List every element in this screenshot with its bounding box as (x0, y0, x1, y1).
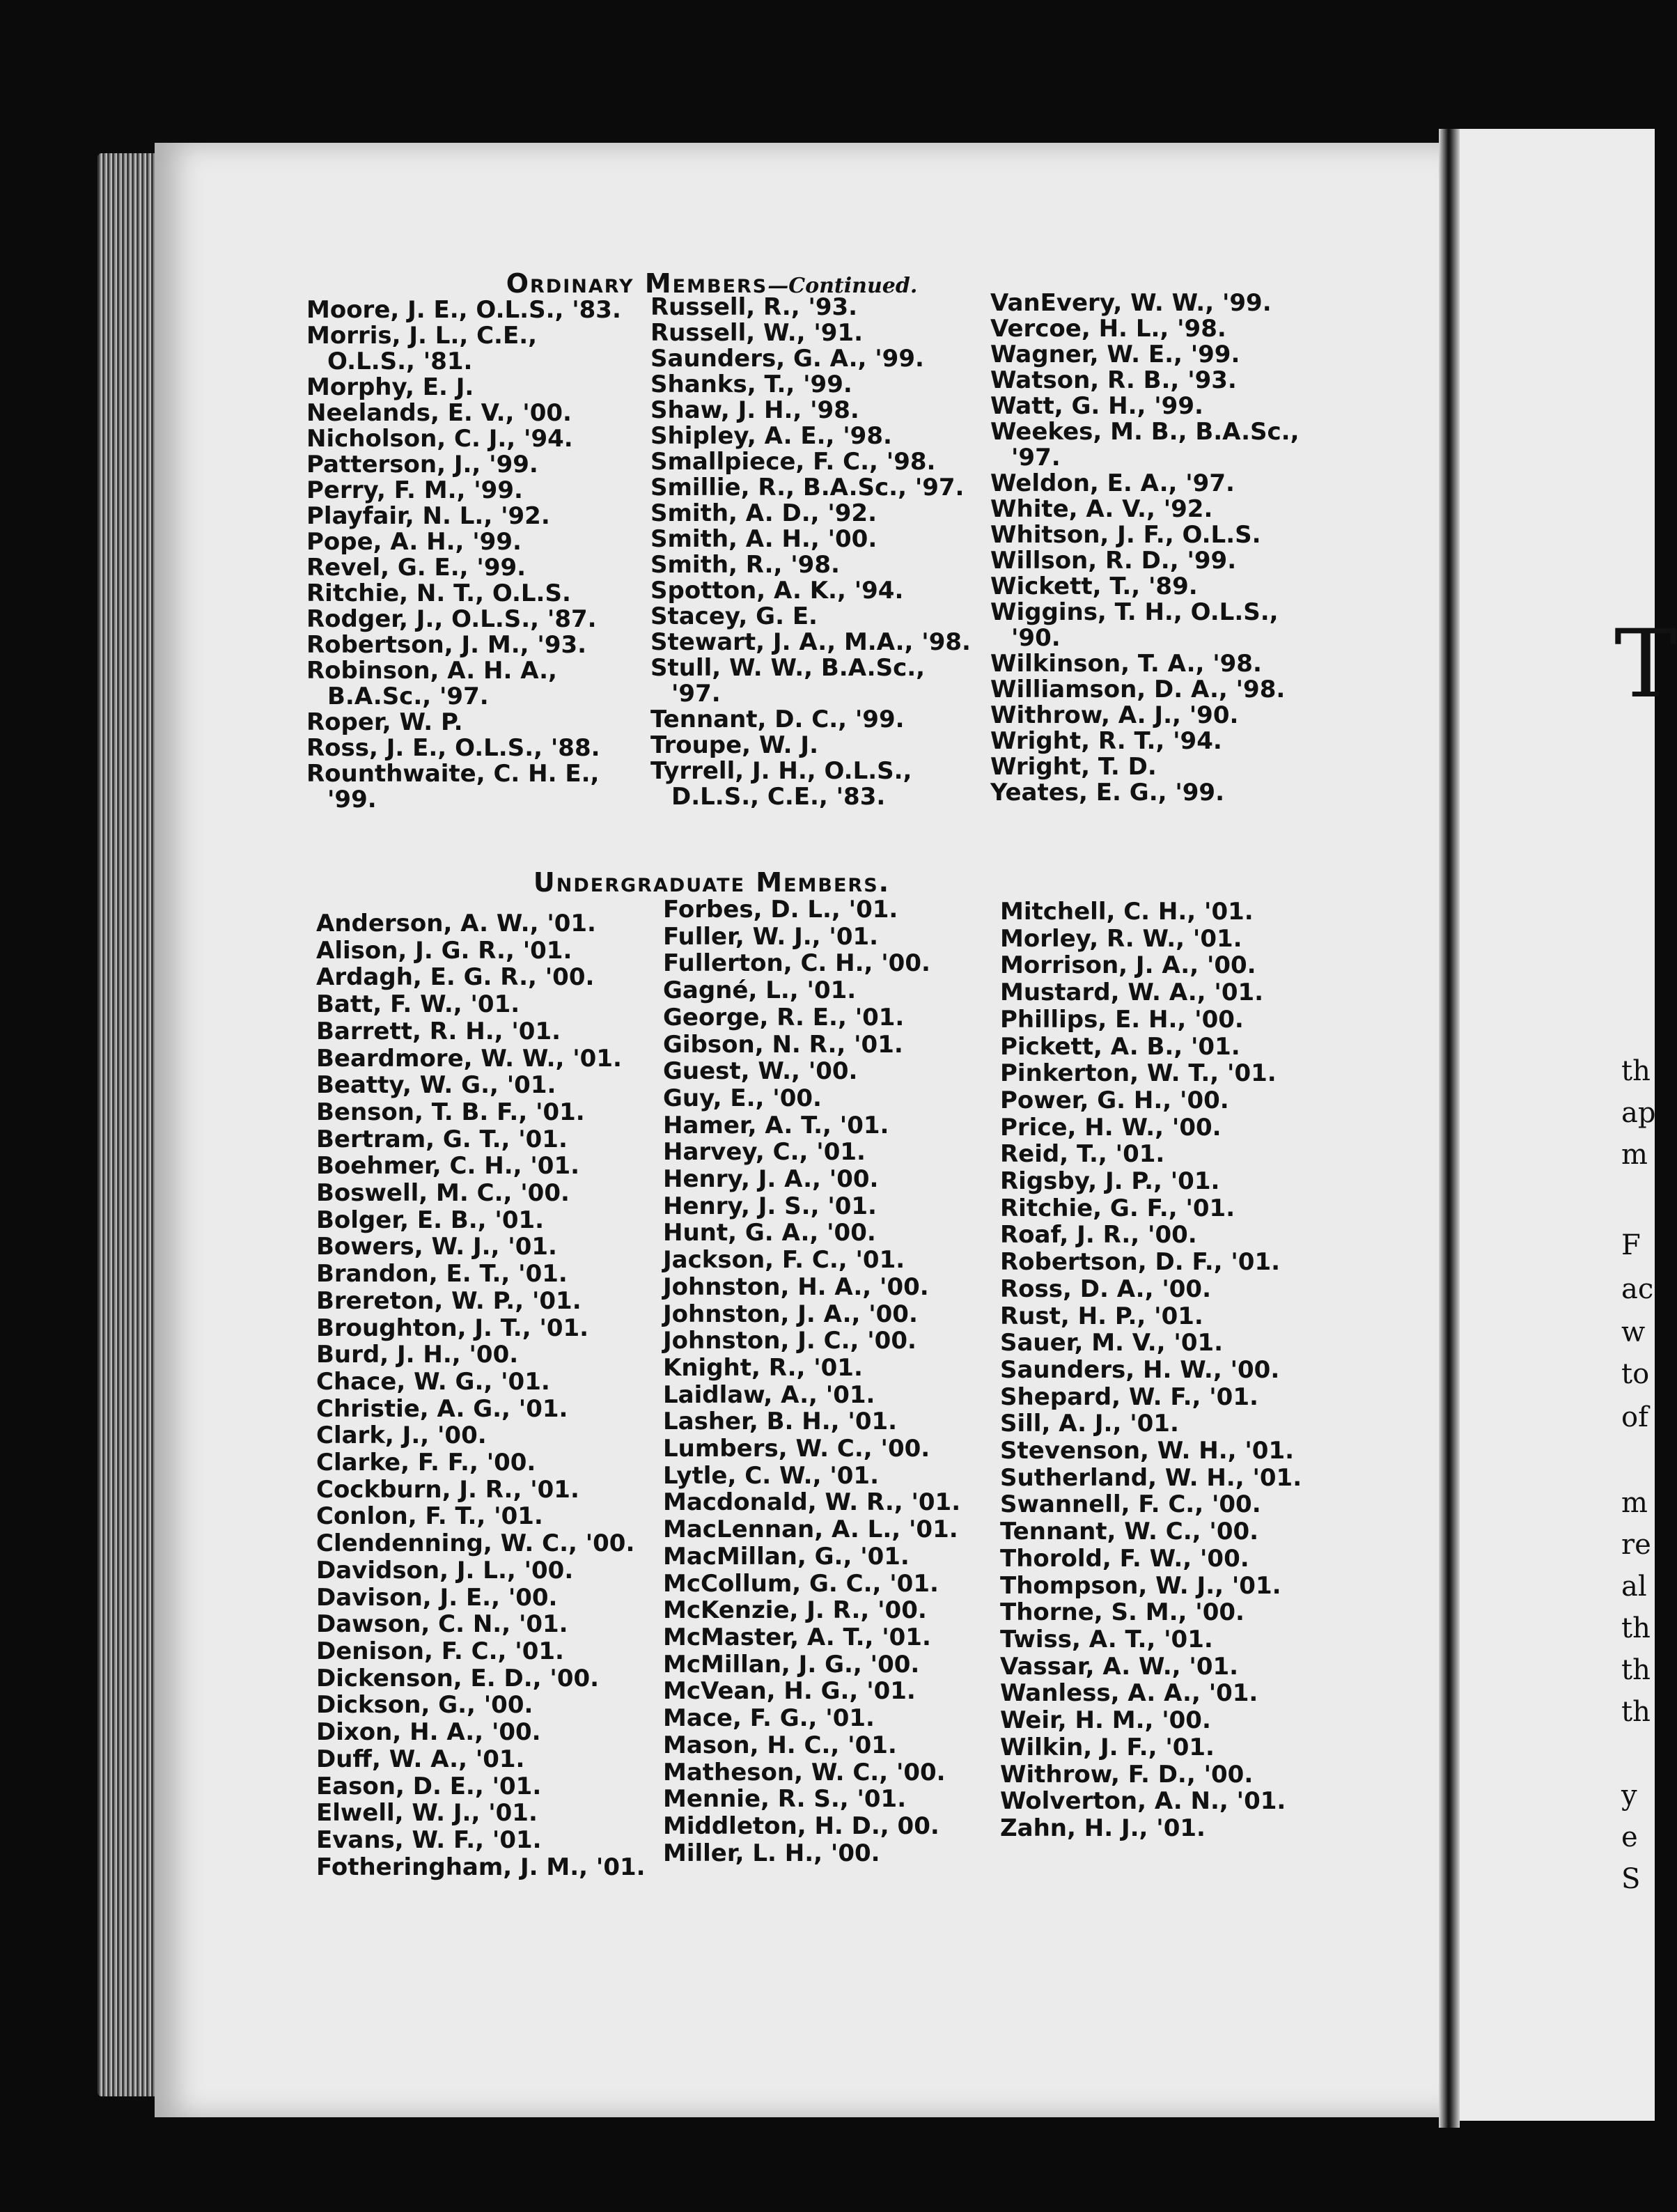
facing-page-fragment: F (1621, 1229, 1641, 1261)
member-entry: Rigsby, J. P., '01. (1000, 1167, 1220, 1196)
member-entry: Mace, F. G., '01. (663, 1704, 875, 1733)
member-entry: Swannell, F. C., '00. (1000, 1490, 1261, 1519)
member-entry: Guy, E., '00. (663, 1084, 822, 1112)
member-entry: Playfair, N. L., '92. (306, 502, 550, 530)
member-entry: Neelands, E. V., '00. (306, 399, 572, 427)
member-entry: Gibson, N. R., '01. (663, 1030, 903, 1059)
member-entry: Jackson, F. C., '01. (663, 1246, 905, 1275)
member-entry: Cockburn, J. R., '01. (316, 1475, 579, 1504)
member-entry: Price, H. W., '00. (1000, 1113, 1222, 1142)
member-entry: Eason, D. E., '01. (316, 1772, 542, 1800)
member-entry: Shaw, J. H., '98. (650, 396, 859, 424)
facing-page-fragment: th (1621, 1055, 1651, 1087)
member-entry: Ardagh, E. G. R., '00. (316, 963, 595, 992)
member-entry: Bolger, E. B., '01. (316, 1206, 545, 1234)
member-entry: Wright, R. T., '94. (990, 727, 1222, 755)
member-entry: Broughton, J. T., '01. (316, 1314, 589, 1342)
member-entry: Elwell, W. J., '01. (316, 1799, 538, 1828)
member-entry: Dixon, H. A., '00. (316, 1718, 541, 1747)
member-entry: Sutherland, W. H., '01. (1000, 1463, 1302, 1492)
member-entry: Weir, H. M., '00. (1000, 1706, 1211, 1735)
undergraduate-members-column-2 (663, 896, 960, 1867)
member-entry: Morley, R. W., '01. (1000, 924, 1242, 953)
member-entry: Batt, F. W., '01. (316, 990, 520, 1019)
member-entry: Mason, H. C., '01. (663, 1731, 897, 1759)
member-entry: Johnston, H. A., '00. (663, 1272, 929, 1301)
member-entry: Robertson, D. F., '01. (1000, 1248, 1281, 1277)
facing-page-initial: T (1614, 609, 1677, 719)
member-entry: Clarke, F. F., '00. (316, 1449, 536, 1477)
member-entry: Russell, R., '93. (650, 293, 858, 321)
member-entry: Zahn, H. J., '01. (1000, 1814, 1206, 1842)
member-entry: Perry, F. M., '99. (306, 476, 523, 504)
member-entry: Lumbers, W. C., '00. (663, 1435, 930, 1463)
member-entry: Shanks, T., '99. (650, 371, 852, 398)
facing-page-fragment: m (1621, 1487, 1648, 1519)
member-entry: Duff, W. A., '01. (316, 1745, 525, 1773)
member-entry: Morphy, E. J. (306, 373, 474, 401)
member-entry: Beatty, W. G., '01. (316, 1071, 556, 1100)
member-entry: Thompson, W. J., '01. (1000, 1571, 1281, 1600)
member-entry: Ritchie, G. F., '01. (1000, 1194, 1235, 1222)
undergraduate-members-column-3 (1000, 898, 1302, 1842)
member-entry: White, A. V., '92. (990, 495, 1213, 523)
member-entry: Pickett, A. B., '01. (1000, 1032, 1240, 1061)
member-entry: Withrow, F. D., '00. (1000, 1760, 1254, 1789)
member-entry: Dickenson, E. D., '00. (316, 1664, 600, 1692)
member-entry: McKenzie, J. R., '00. (663, 1596, 927, 1625)
member-entry: Ross, J. E., O.L.S., '88. (306, 734, 600, 762)
member-entry: Bowers, W. J., '01. (316, 1233, 557, 1261)
member-entry: MacLennan, A. L., '01. (663, 1516, 958, 1544)
member-entry: Knight, R., '01. (663, 1353, 863, 1382)
member-entry: Laidlaw, A., '01. (663, 1380, 875, 1409)
member-entry: Robertson, J. M., '93. (306, 631, 587, 659)
member-entry: Wolverton, A. N., '01. (1000, 1787, 1286, 1816)
member-entry: Brandon, E. T., '01. (316, 1260, 568, 1288)
member-entry: Whitson, J. F., O.L.S. (990, 521, 1261, 549)
member-entry: Rounthwaite, C. H. E., (306, 760, 600, 788)
member-entry: Willson, R. D., '99. (990, 547, 1237, 575)
member-entry: Evans, W. F., '01. (316, 1825, 542, 1854)
member-entry: Rust, H. P., '01. (1000, 1302, 1203, 1330)
ordinary-heading-text: Ordinary Members (506, 268, 768, 299)
member-entry: Russell, W., '91. (650, 319, 864, 347)
member-entry: Shepard, W. F., '01. (1000, 1382, 1258, 1411)
member-entry: Phillips, E. H., '00. (1000, 1005, 1244, 1034)
member-entry: Chace, W. G., '01. (316, 1367, 550, 1396)
facing-page-fragment: e (1621, 1821, 1638, 1853)
member-entry: Spotton, A. K., '94. (650, 577, 904, 605)
facing-page-fragment: al (1621, 1571, 1647, 1603)
member-entry: Brereton, W. P., '01. (316, 1286, 582, 1315)
member-entry: Roper, W. P. (306, 708, 463, 736)
member-entry: Roaf, J. R., '00. (1000, 1221, 1197, 1249)
member-entry: Williamson, D. A., '98. (990, 676, 1286, 703)
facing-page-fragment: S (1621, 1863, 1641, 1895)
member-entry: Smith, A. D., '92. (650, 499, 878, 527)
member-entry: Nicholson, C. J., '94. (306, 425, 573, 453)
member-entry: Smith, A. H., '00. (650, 525, 878, 553)
facing-page-fragment: w (1621, 1316, 1646, 1348)
member-entry: Denison, F. C., '01. (316, 1637, 564, 1665)
ordinary-members-column-3 (990, 290, 1300, 806)
book-gutter (1439, 129, 1460, 2128)
member-entry: Revel, G. E., '99. (306, 554, 526, 582)
member-entry: Sill, A. J., '01. (1000, 1410, 1179, 1438)
member-entry: Vassar, A. W., '01. (1000, 1652, 1239, 1681)
member-entry: B.A.Sc., '97. (327, 683, 489, 710)
member-entry: Troupe, W. J. (650, 731, 818, 759)
member-entry: Clark, J., '00. (316, 1422, 487, 1450)
member-entry: Bertram, G. T., '01. (316, 1125, 568, 1153)
member-entry: Wanless, A. A., '01. (1000, 1679, 1258, 1708)
facing-page-fragment: to (1621, 1358, 1650, 1390)
member-entry: Wilkin, J. F., '01. (1000, 1733, 1215, 1761)
member-entry: McCollum, G. C., '01. (663, 1569, 939, 1598)
member-entry: Mitchell, C. H., '01. (1000, 898, 1254, 926)
member-entry: Smallpiece, F. C., '98. (650, 448, 936, 476)
member-entry: Middleton, H. D., 00. (663, 1812, 939, 1840)
member-entry: Forbes, D. L., '01. (663, 896, 898, 924)
member-entry: Stewart, J. A., M.A., '98. (650, 628, 971, 656)
member-entry: Watson, R. B., '93. (990, 366, 1237, 394)
member-entry: Johnston, J. C., '00. (663, 1327, 916, 1355)
member-entry: McVean, H. G., '01. (663, 1677, 916, 1706)
member-entry: Davison, J. E., '00. (316, 1583, 558, 1612)
member-entry: Lasher, B. H., '01. (663, 1408, 898, 1436)
member-entry: Watt, G. H., '99. (990, 392, 1203, 420)
member-entry: Fullerton, C. H., '00. (663, 949, 930, 978)
member-entry: Saunders, H. W., '00. (1000, 1355, 1280, 1384)
member-entry: Clendenning, W. C., '00. (316, 1529, 635, 1558)
member-entry: Boswell, M. C., '00. (316, 1179, 570, 1208)
member-entry: Ritchie, N. T., O.L.S. (306, 579, 571, 607)
member-entry: Morrison, J. A., '00. (1000, 951, 1256, 980)
member-entry: Rodger, J., O.L.S., '87. (306, 605, 597, 633)
member-entry: '97. (1011, 444, 1061, 472)
member-entry: Wright, T. D. (990, 753, 1157, 781)
member-entry: Wagner, W. E., '99. (990, 341, 1240, 368)
member-entry: '99. (327, 786, 377, 813)
member-entry: Alison, J. G. R., '01. (316, 936, 572, 965)
member-entry: Wickett, T., '89. (990, 573, 1198, 600)
member-entry: Pinkerton, W. T., '01. (1000, 1059, 1277, 1088)
member-entry: Tennant, W. C., '00. (1000, 1518, 1259, 1546)
undergraduate-members-heading: Undergraduate Members. (533, 867, 891, 898)
facing-page-fragment: re (1621, 1529, 1651, 1561)
member-entry: McMaster, A. T., '01. (663, 1623, 931, 1651)
member-entry: Fuller, W. J., '01. (663, 922, 879, 951)
member-entry: Hamer, A. T., '01. (663, 1111, 889, 1139)
member-entry: Stacey, G. E. (650, 602, 818, 630)
member-entry: Smillie, R., B.A.Sc., '97. (650, 474, 965, 501)
member-entry: Lytle, C. W., '01. (663, 1461, 879, 1490)
member-entry: Barrett, R. H., '01. (316, 1017, 561, 1045)
member-entry: '90. (1011, 624, 1061, 652)
ordinary-members-column-1 (306, 297, 621, 813)
member-entry: McMillan, J. G., '00. (663, 1650, 920, 1679)
member-entry: Stull, W. W., B.A.Sc., (650, 654, 926, 682)
member-entry: Dawson, C. N., '01. (316, 1610, 568, 1639)
member-entry: Harvey, C., '01. (663, 1138, 866, 1167)
member-entry: Burd, J. H., '00. (316, 1341, 519, 1369)
member-entry: Sauer, M. V., '01. (1000, 1329, 1224, 1357)
member-entry: Withrow, A. J., '90. (990, 701, 1239, 729)
member-entry: D.L.S., C.E., '83. (671, 783, 886, 811)
member-entry: Dickson, G., '00. (316, 1691, 533, 1720)
facing-page-fragment: of (1621, 1401, 1648, 1433)
member-entry: Smith, R., '98. (650, 551, 840, 579)
member-entry: Tennant, D. C., '99. (650, 706, 905, 733)
member-entry: Hunt, G. A., '00. (663, 1219, 876, 1247)
facing-page-fragment: m (1621, 1139, 1648, 1171)
member-entry: Weekes, M. B., B.A.Sc., (990, 418, 1300, 446)
facing-page (1460, 129, 1677, 2121)
member-entry: George, R. E., '01. (663, 1003, 905, 1031)
member-entry: Mustard, W. A., '01. (1000, 979, 1264, 1007)
member-entry: Vercoe, H. L., '98. (990, 315, 1226, 343)
member-entry: Twiss, A. T., '01. (1000, 1625, 1213, 1653)
member-entry: Pope, A. H., '99. (306, 528, 522, 556)
member-entry: Moore, J. E., O.L.S., '83. (306, 296, 621, 324)
member-entry: Wilkinson, T. A., '98. (990, 650, 1262, 678)
facing-page-fragment: th (1621, 1696, 1651, 1728)
member-entry: Benson, T. B. F., '01. (316, 1098, 585, 1126)
member-entry: Henry, J. A., '00. (663, 1165, 879, 1194)
ordinary-members-column-2 (650, 295, 971, 810)
member-entry: Gagné, L., '01. (663, 976, 857, 1005)
member-entry: Stevenson, W. H., '01. (1000, 1437, 1295, 1465)
member-entry: Miller, L. H., '00. (663, 1839, 880, 1867)
member-entry: Conlon, F. T., '01. (316, 1502, 543, 1531)
member-entry: Shipley, A. E., '98. (650, 422, 892, 450)
member-entry: Anderson, A. W., '01. (316, 910, 596, 937)
member-entry: Davidson, J. L., '00. (316, 1556, 574, 1584)
continued-label: —Continued. (767, 274, 918, 298)
facing-page-fragment: y (1621, 1779, 1637, 1812)
member-entry: Patterson, J., '99. (306, 451, 538, 478)
member-entry: Thorold, F. W., '00. (1000, 1544, 1249, 1573)
member-entry: Weldon, E. A., '97. (990, 469, 1235, 497)
member-entry: Saunders, G. A., '99. (650, 345, 924, 373)
member-entry: Mennie, R. S., '01. (663, 1785, 907, 1814)
facing-page-fragment: ap (1621, 1097, 1656, 1129)
member-entry: Henry, J. S., '01. (663, 1192, 877, 1220)
member-entry: Tyrrell, J. H., O.L.S., (650, 757, 912, 785)
member-entry: Power, G. H., '00. (1000, 1086, 1229, 1114)
member-entry: Beardmore, W. W., '01. (316, 1044, 622, 1073)
member-entry: Christie, A. G., '01. (316, 1394, 568, 1423)
facing-page-fragment: th (1621, 1612, 1651, 1644)
member-entry: Guest, W., '00. (663, 1057, 858, 1086)
member-entry: Reid, T., '01. (1000, 1140, 1165, 1169)
undergraduate-members-column-1 (316, 910, 646, 1880)
facing-page-fragment: ac (1621, 1273, 1654, 1305)
member-entry: O.L.S., '81. (327, 348, 473, 375)
member-entry: Macdonald, W. R., '01. (663, 1488, 961, 1517)
facing-page-fragment: th (1621, 1654, 1651, 1686)
member-entry: Robinson, A. H. A., (306, 657, 557, 685)
member-entry: Yeates, E. G., '99. (990, 779, 1224, 807)
member-entry: '97. (671, 680, 721, 708)
book-page (155, 143, 1443, 2117)
member-entry: MacMillan, G., '01. (663, 1542, 910, 1571)
member-entry: Boehmer, C. H., '01. (316, 1152, 580, 1181)
member-entry: Thorne, S. M., '00. (1000, 1598, 1245, 1627)
member-entry: Matheson, W. C., '00. (663, 1758, 946, 1786)
member-entry: Ross, D. A., '00. (1000, 1275, 1211, 1303)
member-entry: Wiggins, T. H., O.L.S., (990, 598, 1279, 626)
member-entry: Morris, J. L., C.E., (306, 322, 538, 350)
member-entry: Johnston, J. A., '00. (663, 1300, 918, 1328)
member-entry: VanEvery, W. W., '99. (990, 289, 1272, 317)
member-entry: Fotheringham, J. M., '01. (316, 1853, 646, 1881)
